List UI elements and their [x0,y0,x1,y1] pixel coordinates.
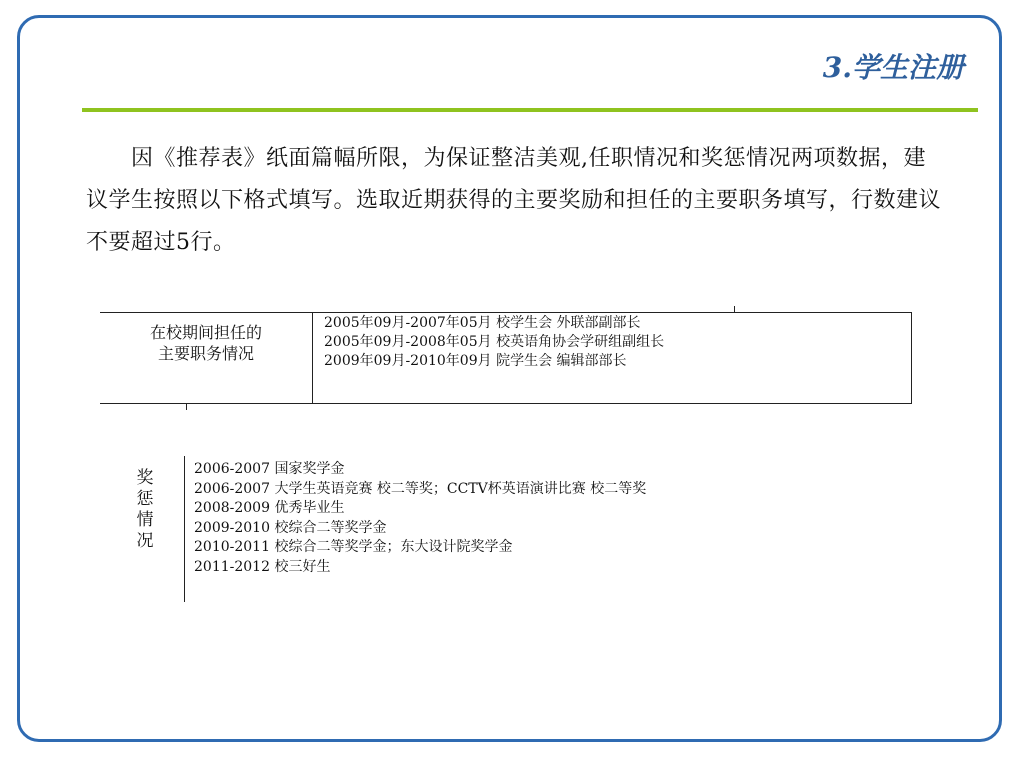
award-item: 2009-2010 校综合二等奖学金 [194,519,387,536]
award-label [134,468,156,552]
award-item: 2008-2009 优秀毕业生 [194,500,345,516]
award-label-char: 惩 [136,489,154,509]
award-item: 2006-2007 国家奖学金 [194,461,345,477]
award-label-char: 情 [136,510,154,530]
award-list [194,460,646,577]
duty-item: 2009年09月-2010年09月 院学生会 编辑部部长 [324,353,627,369]
award-divider-line [184,456,185,602]
duty-label-line: 在校期间担任的 [149,323,262,342]
duty-list [324,314,664,371]
duty-item: 2005年09月-2008年05月 校英语角协会学研组副组长 [324,334,665,350]
table-tick-mark [186,404,187,410]
duty-label-line: 主要职务情况 [157,344,254,363]
award-label-char: 况 [136,531,154,551]
title-divider [82,108,978,112]
duty-table-label [100,313,313,403]
duty-item: 2005年09月-2007年05月 校学生会 外联部副部长 [324,315,641,331]
duty-table [100,312,912,404]
award-item: 2010-2011 校综合二等奖学金；东大设计院奖学金 [194,539,513,555]
table-tick-mark [734,306,735,312]
award-label-char: 奖 [136,468,154,488]
slide-title: 3.学生注册 [822,51,964,84]
award-item: 2011-2012 校三好生 [194,558,331,575]
intro-paragraph: 因《推荐表》纸面篇幅所限，为保证整洁美观,任职情况和奖惩情况两项数据，建议学生按照以下格式填写。选取近期获得的主要奖励和担任的主要职务填写，行数建议不要超过5行。 [86,146,942,255]
award-block [130,456,750,602]
award-item: 2006-2007 大学生英语竞赛 校二等奖；CCTV杯英语演讲比赛 校二等奖 [194,480,647,497]
